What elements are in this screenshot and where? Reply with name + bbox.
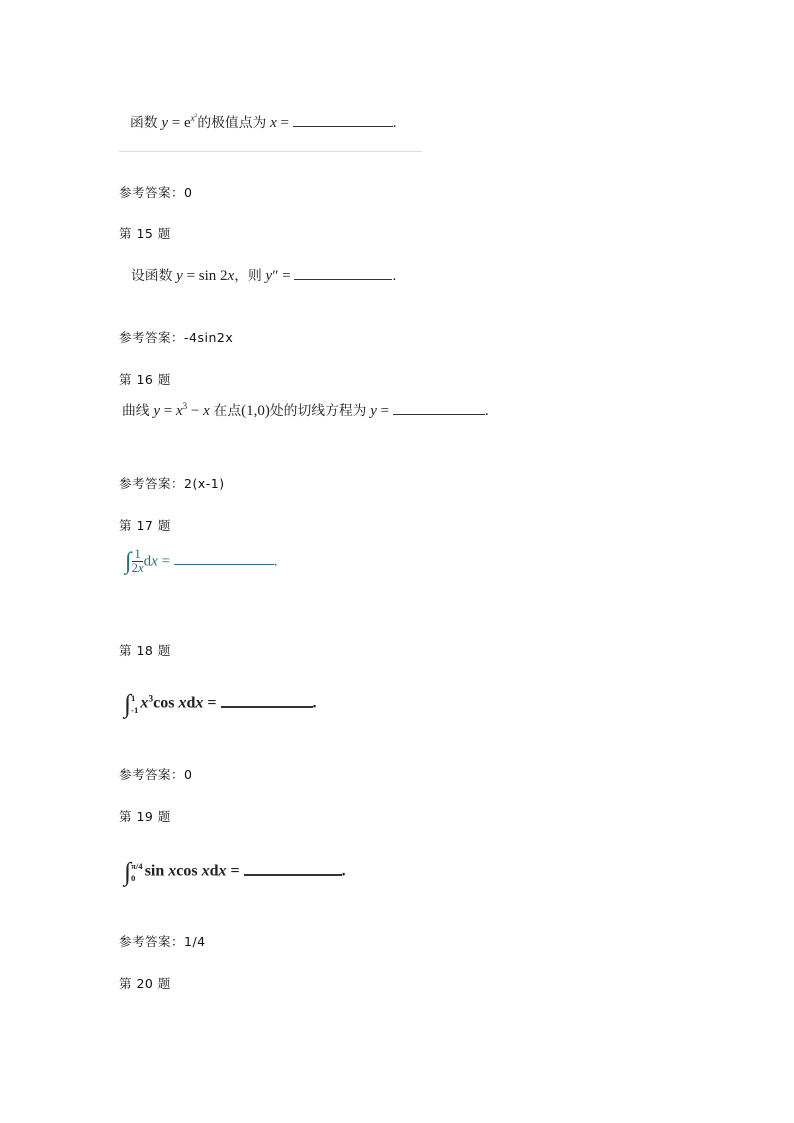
q14-eq-prefix: 函数: [130, 115, 158, 131]
q17-equation: ∫ $\frac{1}{2x}$ dx = .: [125, 547, 278, 576]
q17-title: 第 17 题: [119, 518, 171, 533]
q16-eq-mid2: 处的切线方程为: [269, 403, 367, 419]
q16-equation: 曲线 $y = x^3 - x$ 在点(1,0)处的切线方程为 y = .: [122, 401, 489, 419]
q18-equation: ∫ 1 -1 $x^3\cos$ xdx = .: [124, 689, 317, 718]
q19-limits: π/4 0: [131, 861, 143, 883]
q18-answer: [119, 765, 192, 783]
q17-fraction: $\frac{1}{2x}$: [131, 547, 144, 576]
q20-title: 第 20 题: [119, 976, 171, 991]
q19-equation: ∫ π/4 0 sin xcos xdx = .: [124, 857, 346, 886]
q14-answer-label: 参考答案：: [119, 185, 185, 200]
q14-answer-value: 0: [184, 185, 193, 200]
q14-answer-blank: [293, 126, 393, 127]
q16-eq-prefix: 曲线: [122, 403, 150, 419]
q15-answer-label: 参考答案：: [119, 330, 185, 345]
q16-eq-mid: 在点: [213, 403, 242, 419]
q14-answer: [119, 183, 192, 201]
q15-answer-value: -4sin2x: [184, 330, 234, 345]
q19-answer: [119, 932, 206, 950]
q16-answer: [119, 474, 225, 492]
q15-eq-prefix: 设函数: [131, 268, 173, 284]
q18-title: 第 18 题: [119, 643, 171, 658]
q14-eq-mid: 的极值点为: [197, 115, 267, 131]
q15-equation: 设函数 y = sin 2x，则 y″ = .: [131, 268, 397, 284]
integral-sign: ∫: [125, 548, 132, 575]
q18-answer-blank: [221, 706, 313, 708]
integral-sign: ∫: [124, 689, 132, 718]
q15-eq-mid: ，则: [234, 268, 262, 284]
q18-limits: 1 -1: [131, 693, 139, 715]
q17-answer-blank: [174, 564, 274, 565]
q16-eq-point: (1,0): [241, 403, 270, 419]
integral-sign: ∫: [124, 857, 132, 886]
q16-title: 第 16 题: [119, 372, 171, 387]
q16-answer-value: 2(x-1): [184, 476, 225, 491]
q15-answer-blank: [294, 279, 392, 280]
q18-answer-value: 0: [184, 767, 193, 782]
q15-title: 第 15 题: [119, 226, 171, 241]
q16-answer-label: 参考答案：: [119, 476, 185, 491]
q14-equation: 函数 $y = e^{x^2}$的极值点为 x = .: [130, 113, 397, 131]
q19-answer-label: 参考答案：: [119, 934, 185, 949]
q19-answer-value: 1/4: [184, 934, 206, 949]
q19-answer-blank: [244, 874, 342, 876]
q14-scan-border: [119, 151, 422, 152]
q18-answer-label: 参考答案：: [119, 767, 185, 782]
q16-answer-blank: [393, 414, 485, 415]
q15-answer: [119, 328, 233, 346]
q19-title: 第 19 题: [119, 809, 171, 824]
